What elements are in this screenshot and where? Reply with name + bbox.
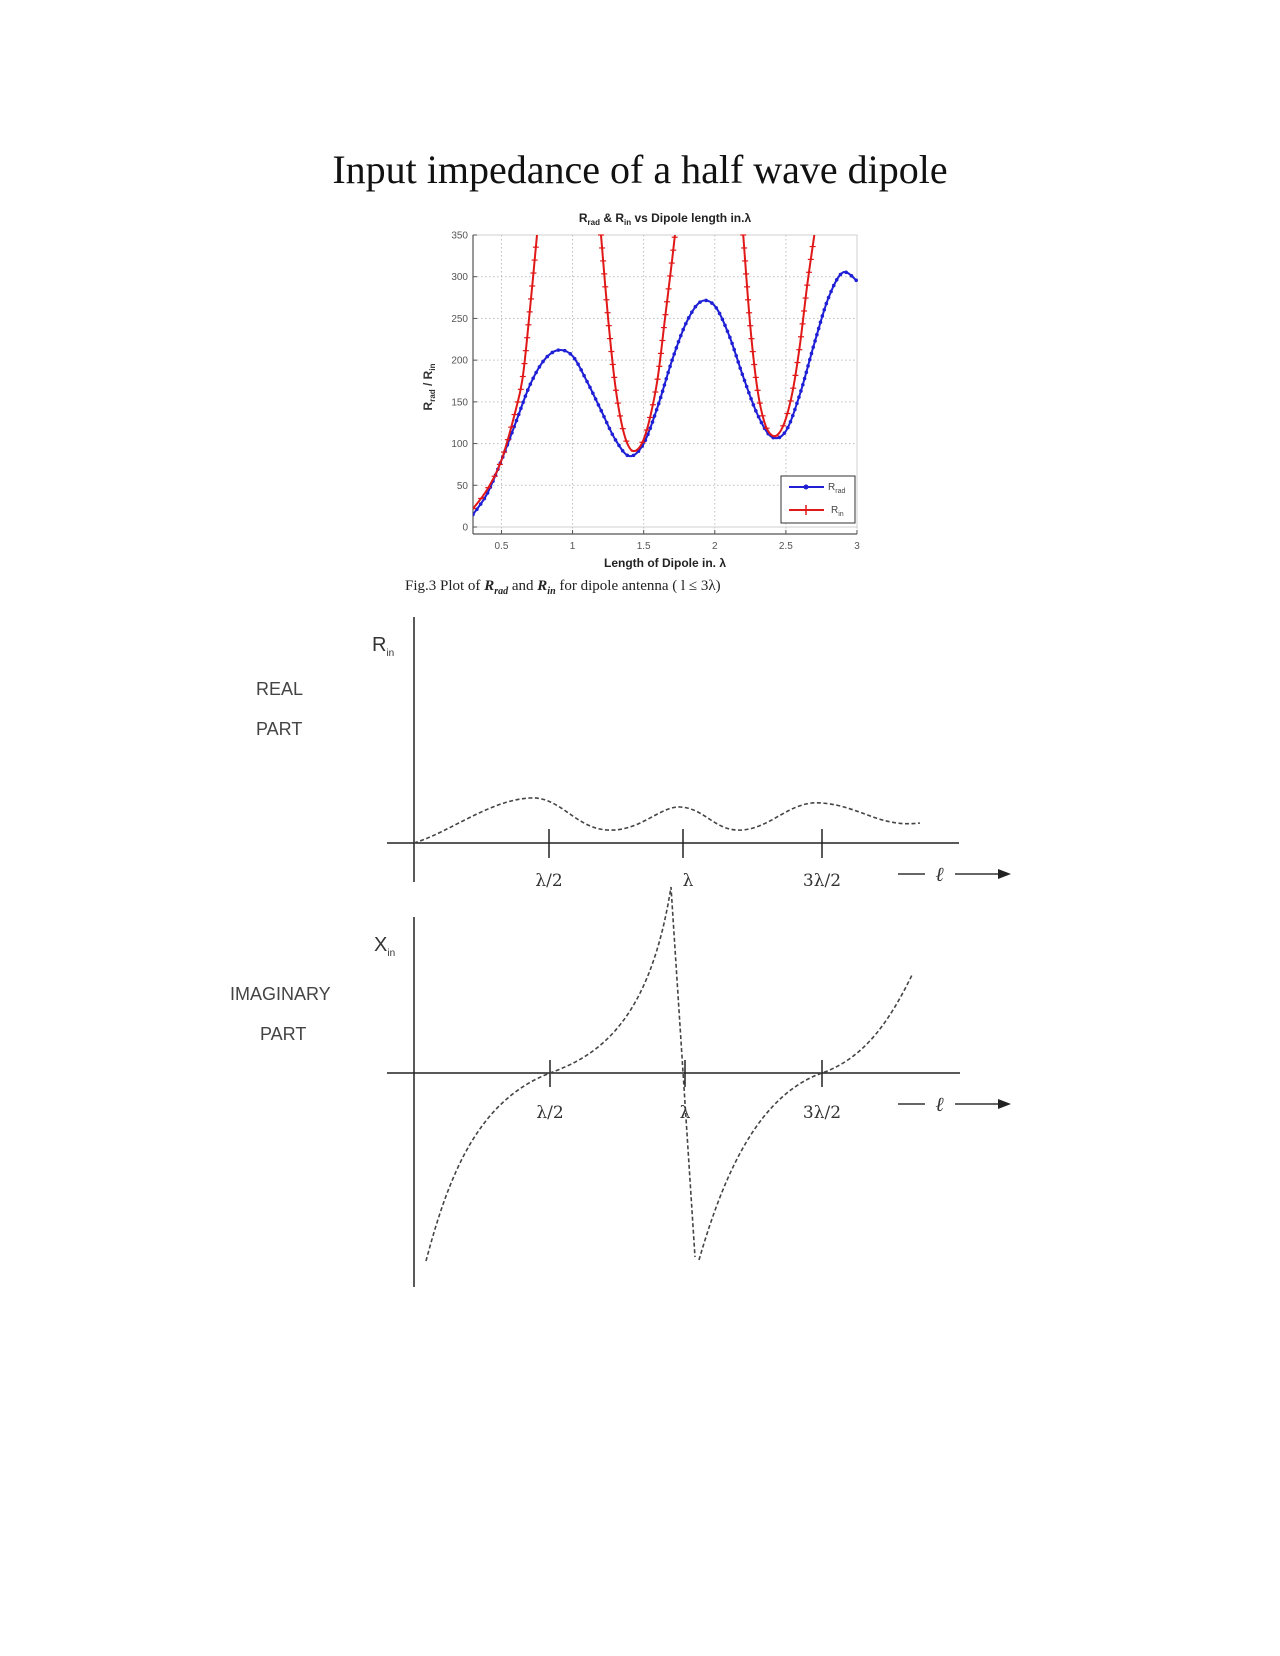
imag-tick-label-three-half-lambda: 3λ/2: [802, 1103, 842, 1123]
real-tick-label-half-lambda: λ/2: [535, 871, 563, 891]
imag-part-curve-1: [426, 887, 695, 1261]
real-part-diagram: [372, 617, 1011, 891]
rin-axis-label: $R_{in}$: [372, 634, 395, 659]
real-label-line2: PART: [256, 719, 303, 739]
real-tick-label-lambda: λ: [682, 871, 694, 891]
rrad-marker-icon: [804, 485, 809, 490]
svg-text:250: 250: [451, 313, 468, 325]
real-label-line1: REAL: [256, 679, 304, 699]
imag-tick-label-half-lambda: λ/2: [536, 1103, 564, 1123]
imag-l-label: ℓ: [935, 1092, 945, 1116]
legend-rrad: $R_{rad}$: [828, 482, 846, 495]
svg-text:1: 1: [569, 541, 576, 552]
x-axis-label: Length of Dipole in. λ: [604, 556, 726, 570]
svg-text:0: 0: [462, 522, 468, 534]
svg-text:50: 50: [456, 480, 468, 492]
imaginary-label-line2: PART: [260, 1024, 307, 1044]
svg-text:0.5: 0.5: [494, 541, 509, 552]
imag-tick-label-lambda: λ: [679, 1103, 691, 1123]
chart-legend: [781, 476, 855, 523]
svg-text:3: 3: [854, 541, 860, 552]
arrow-right-icon: [998, 1099, 1011, 1109]
imaginary-part-diagram: [374, 887, 1011, 1287]
y-axis-label: $R_{rad} / R_{in}$: [421, 363, 437, 411]
chart-series: [470, 235, 858, 516]
svg-text:150: 150: [451, 397, 468, 409]
real-l-label: ℓ: [935, 862, 945, 886]
real-tick-label-three-half-lambda: 3λ/2: [802, 871, 842, 891]
chart-title: $R_{rad}$ & $R_{in}$ vs Dipole length in.λ: [578, 211, 752, 227]
svg-text:2: 2: [711, 541, 718, 552]
figure-caption: Fig.3 Plot of $R_{rad}$ and $R_{in}$ for dipole antenna ( l ≤ 3λ): [405, 578, 721, 597]
x-tick-labels: [494, 530, 860, 552]
svg-text:200: 200: [451, 355, 468, 367]
rrad-rin-chart: [421, 211, 860, 570]
arrow-right-icon: [998, 869, 1011, 879]
legend-rin: $R_{in}$: [831, 505, 844, 518]
imaginary-label-line1: IMAGINARY: [230, 984, 331, 1004]
page-title: Input impedance of a half wave dipole: [332, 147, 948, 192]
xin-axis-label: $X_{in}$: [374, 934, 396, 959]
svg-text:1.5: 1.5: [636, 541, 651, 552]
svg-text:300: 300: [451, 272, 468, 284]
real-part-curve: [414, 798, 920, 843]
svg-text:2.5: 2.5: [778, 541, 793, 552]
svg-text:100: 100: [451, 439, 468, 451]
svg-text:350: 350: [451, 230, 468, 242]
